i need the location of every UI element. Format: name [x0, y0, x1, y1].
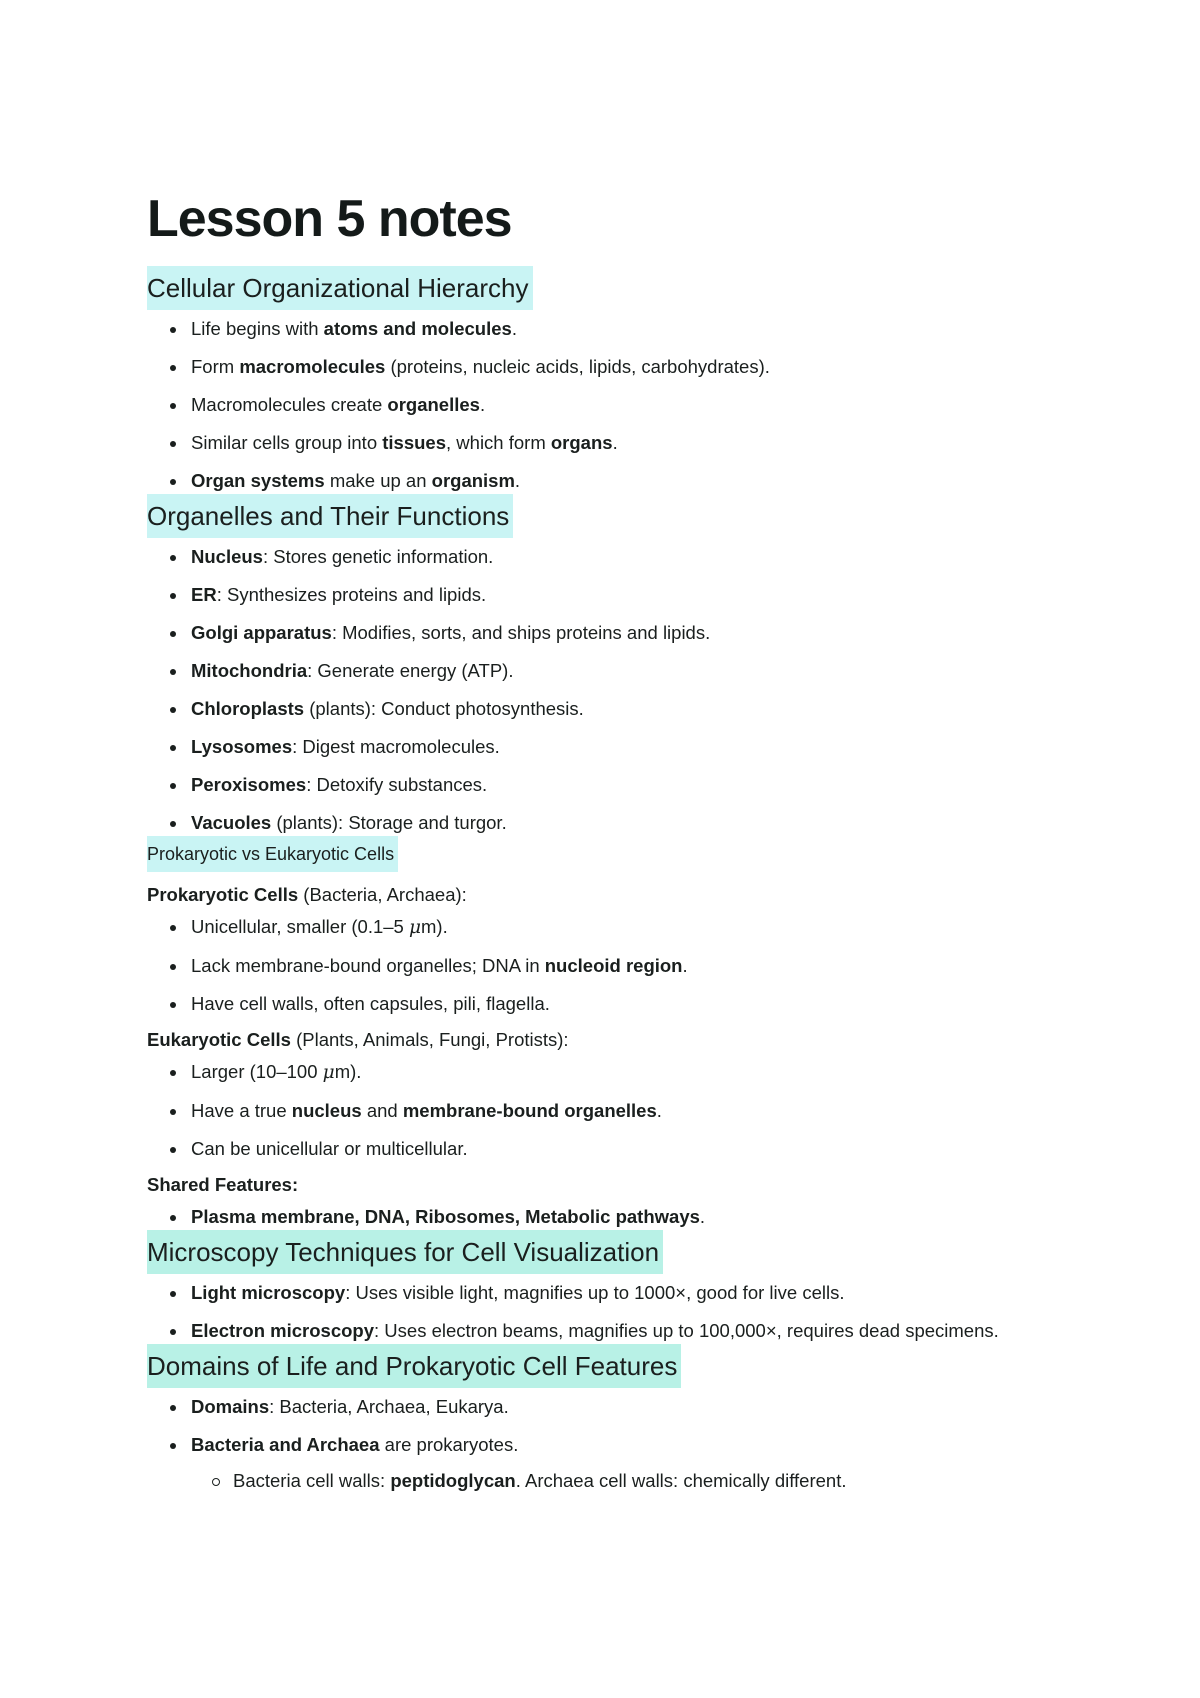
item-bold: atoms and molecules [323, 318, 512, 339]
item-text: are prokaryotes. [379, 1434, 519, 1455]
item-bold: organs [550, 432, 613, 453]
item-text: Have cell walls, often capsules, pili, flagella. [191, 993, 550, 1014]
item-bold: Vacuoles [191, 812, 272, 833]
item-bold: peptidoglycan [390, 1470, 516, 1491]
prokaryotic-label [147, 882, 1047, 908]
section-heading: Domains of Life and Prokaryotic Cell Features [147, 1344, 681, 1388]
page-title: Lesson 5 notes [147, 190, 512, 248]
list-item [191, 1136, 1047, 1162]
item-bold: nucleus [291, 1100, 362, 1121]
item-text: (plants): Conduct photosynthesis. [304, 698, 584, 719]
item-text: . [699, 1206, 706, 1227]
list-item [191, 620, 1047, 646]
label-bold: Eukaryotic Cells [147, 1029, 291, 1050]
list-item [191, 772, 1047, 798]
list-item [191, 582, 1047, 608]
list-item [191, 810, 1047, 836]
list-item [191, 914, 1047, 941]
item-text: : Bacteria, Archaea, Eukarya. [269, 1396, 509, 1417]
eukaryotic-label [147, 1027, 1047, 1053]
list-item [191, 1432, 1047, 1494]
list-item [191, 544, 1047, 570]
item-bold: Domains [191, 1396, 270, 1417]
list-item [191, 354, 1047, 380]
sub-list-item [233, 1468, 1047, 1494]
item-text: m). [334, 1061, 362, 1082]
list-item [191, 1318, 1047, 1344]
item-text: : Generate energy (ATP). [307, 660, 514, 681]
times-symbol: × [765, 1320, 777, 1341]
section-heading: Prokaryotic vs Eukaryotic Cells [147, 836, 398, 872]
item-text: Larger (10–100 [191, 1061, 323, 1082]
section-organelles [147, 494, 1047, 836]
document-content [147, 190, 1047, 1506]
section-heading-wrap [147, 836, 1047, 872]
item-text: Similar cells group into [191, 432, 383, 453]
list-item [191, 1059, 1047, 1086]
item-text: : Modifies, sorts, and ships proteins and lipids. [331, 622, 711, 643]
times-symbol: × [675, 1282, 687, 1303]
bullet-list [147, 1059, 1047, 1162]
item-bold: organism [431, 470, 515, 491]
list-item [191, 1394, 1047, 1420]
mu-symbol: μ [408, 917, 422, 938]
item-bold: Mitochondria [191, 660, 308, 681]
list-item [191, 991, 1047, 1017]
bullet-list [147, 544, 1047, 836]
item-bold: organelles [387, 394, 480, 415]
bullet-list [147, 316, 1047, 494]
item-text: Life begins with [191, 318, 324, 339]
list-item [191, 468, 1047, 494]
list-item [191, 430, 1047, 456]
item-text: (plants): Storage and turgor. [271, 812, 507, 833]
item-bold: Nucleus [191, 546, 263, 567]
item-text: . [682, 955, 688, 976]
list-item [191, 696, 1047, 722]
item-text: make up an [324, 470, 432, 491]
sub-list [191, 1468, 1047, 1494]
mu-symbol: μ [322, 1062, 335, 1083]
section-heading-wrap [147, 494, 1047, 538]
section-cellular-hierarchy [147, 266, 1047, 494]
label-bold: Shared Features [147, 1174, 292, 1195]
item-bold: Peroxisomes [191, 774, 307, 795]
item-bold: Organ systems [191, 470, 325, 491]
item-text: (proteins, nucleic acids, lipids, carbohydrates). [385, 356, 770, 377]
bullet-list [147, 1280, 1047, 1344]
section-microscopy [147, 1230, 1047, 1344]
section-domains [147, 1344, 1047, 1494]
item-text: Have a true [191, 1100, 292, 1121]
item-text: , requires dead specimens. [776, 1320, 999, 1341]
item-text: Bacteria cell walls: [233, 1470, 391, 1491]
item-text: : Uses visible light, magnifies up to 1000 [345, 1282, 676, 1303]
section-heading-wrap [147, 1230, 1047, 1274]
label-bold: Prokaryotic Cells [147, 884, 299, 905]
list-item [191, 1098, 1047, 1124]
item-bold: nucleoid region [544, 955, 683, 976]
item-text: : Digest macromolecules. [292, 736, 500, 757]
item-bold: Plasma membrane, DNA, Ribosomes, Metabolic pathways [191, 1206, 700, 1227]
item-text: : Stores genetic information. [262, 546, 494, 567]
list-item [191, 953, 1047, 979]
section-prokaryotic-vs-eukaryotic [147, 836, 1047, 1230]
item-text: : Detoxify substances. [306, 774, 488, 795]
item-bold: Golgi apparatus [191, 622, 332, 643]
item-text: Unicellular, smaller (0.1–5 [191, 916, 409, 937]
item-text: Form [191, 356, 240, 377]
item-text: and [361, 1100, 403, 1121]
list-item [191, 734, 1047, 760]
bullet-list [147, 914, 1047, 1017]
item-text: : Uses electron beams, magnifies up to 100,000 [374, 1320, 766, 1341]
section-heading-wrap [147, 266, 1047, 310]
list-item [191, 658, 1047, 684]
item-text: Macromolecules create [191, 394, 388, 415]
list-item [191, 392, 1047, 418]
item-text: . [479, 394, 486, 415]
item-text: : Synthesizes proteins and lipids. [216, 584, 487, 605]
item-text: . [511, 318, 517, 339]
item-text: Can be unicellular or multicellular. [191, 1138, 468, 1159]
item-bold: macromolecules [239, 356, 386, 377]
item-text: . Archaea cell walls: chemically different. [515, 1470, 847, 1491]
item-text: , which form [446, 432, 551, 453]
section-heading: Cellular Organizational Hierarchy [147, 266, 533, 310]
list-item [191, 1204, 1047, 1230]
item-text: . [656, 1100, 662, 1121]
label-text: (Bacteria, Archaea): [298, 884, 467, 905]
item-text: . [612, 432, 618, 453]
item-bold: Lysosomes [191, 736, 293, 757]
list-item [191, 1280, 1047, 1306]
item-bold: Bacteria and Archaea [191, 1434, 380, 1455]
item-text: m). [421, 916, 448, 937]
shared-features-label [147, 1172, 1047, 1198]
label-colon: : [291, 1174, 299, 1195]
label-text: (Plants, Animals, Fungi, Protists): [290, 1029, 569, 1050]
bullet-list [147, 1394, 1047, 1494]
item-text: , good for live cells. [686, 1282, 845, 1303]
section-heading: Organelles and Their Functions [147, 494, 513, 538]
section-heading-wrap [147, 1344, 1047, 1388]
item-bold: tissues [382, 432, 447, 453]
item-bold: Chloroplasts [191, 698, 305, 719]
section-heading: Microscopy Techniques for Cell Visualization [147, 1230, 663, 1274]
item-bold: Electron microscopy [191, 1320, 375, 1341]
item-bold: ER [191, 584, 217, 605]
item-bold: Light microscopy [191, 1282, 346, 1303]
item-text: . [514, 470, 521, 491]
item-bold: membrane-bound organelles [402, 1100, 657, 1121]
item-text: Lack membrane-bound organelles; DNA in [191, 955, 545, 976]
bullet-list [147, 1204, 1047, 1230]
list-item [191, 316, 1047, 342]
